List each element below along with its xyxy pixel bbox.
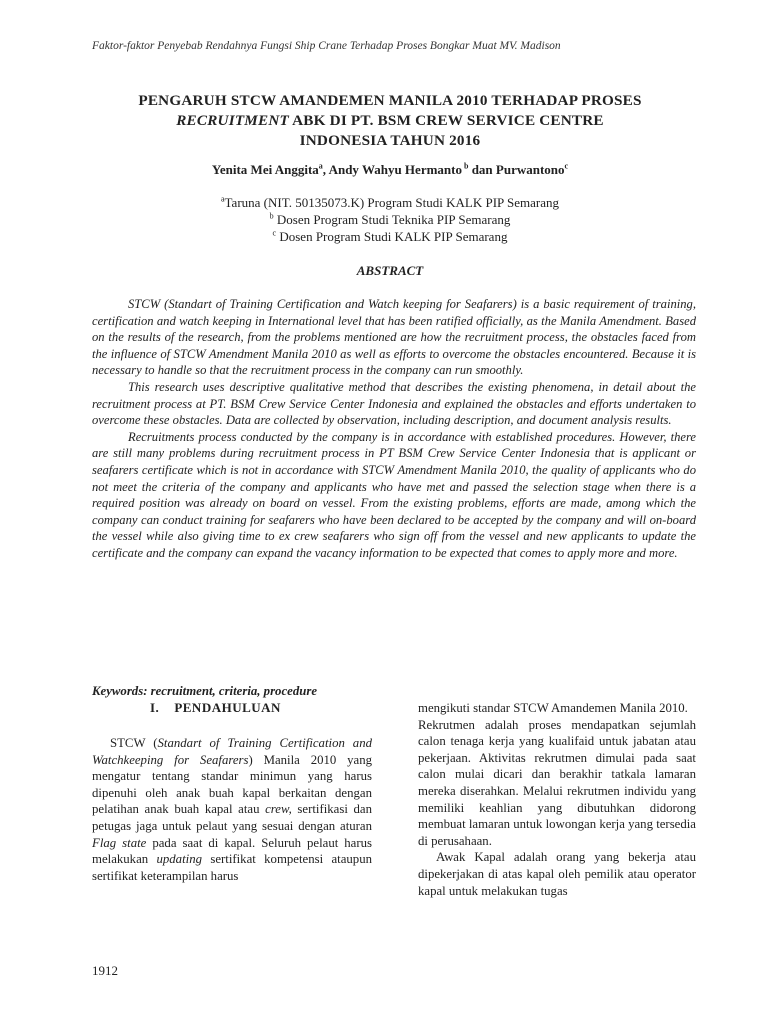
abstract-body (92, 296, 696, 562)
author-3: dan Purwantono (468, 162, 565, 177)
text-run: STCW ( (110, 736, 158, 750)
text-run: sertifikat kompetensi ataupun sertifikat keterampilan harus (92, 852, 372, 883)
right-paragraph-2: Rekrutmen adalah proses mendapatkan sejumlah calon tenaga kerja yang kualifaid untuk jabatan atau pekerjaan. Aktivitas rekrutmen dimulai pada saat calon mulai dicari dan berakhir tatkala lamaran mereka diserahkan. Melalui rekrutmen individu yang memiliki keahlian yang dibutuhkan didorong membuat lamaran untuk lowongan kerja yang tersedia di perusahaan. (418, 717, 696, 848)
section-number: I. (150, 700, 160, 715)
text-run: pada saat di kapal. Seluruh pelaut harus melakukan (92, 835, 373, 867)
right-column (418, 700, 696, 899)
affiliation-a-text: Taruna (NIT. 50135073.K) Program Studi KALK PIP Semarang (224, 195, 560, 210)
affiliation-b-marker: b (269, 211, 274, 221)
left-column (92, 735, 372, 884)
abstract-paragraph: STCW (Standart of Training Certification and Watch keeping for Seafarers) is a basic requirement of training, certification and watch keeping in International level that has been ratified officially, as the Manila Amendment. Based on the results of the research, from the problems mentioned are how the recruitment process, the obstacles faced from the influence of STCW Amendment Manila 2010 as well as efforts to overcome the obstacles encountered. Because it is necessary to handle so that the recruitment process in the company can run smoothly. (92, 297, 696, 378)
author-1: Yenita Mei Anggita (211, 162, 319, 177)
title-line-3: INDONESIA TAHUN 2016 (299, 132, 481, 149)
page-number: 1912 (92, 963, 118, 978)
author-2: , Andy Wahyu Hermanto (322, 162, 462, 177)
abstract-paragraph: Recruitments process conducted by the company is in accordance with established procedures. However, there are still many problems during recruitment process in PT BSM Crew Service Center Indonesia that is applicant or seafarers certificate which is not in accordance with STCW Amendment Manila 2010, the quality of applicants who do not meet the criteria of the company and applicants who have met and passed the selection stage when there is a required position was already on board on vessel. From the existing problems, efforts are made, among which the company can conduct training for seafarers who have been declared to be accepted by the company and will on-board the vessel while also giving time to ex crew seafarers who sign off from the vessel and new applicants to update the certificate and the company can expand the vacancy information to be expected that comes to apply more and more. (92, 429, 696, 560)
text-run: sertifikasi dan petugas jaga untuk pelaut yang sesuai dengan aturan (92, 802, 372, 833)
affiliations (80, 194, 700, 245)
author-list (80, 162, 700, 178)
italic-run: Standart of Training Certification and Watchkeeping for Seafarers (92, 736, 372, 767)
author-1-marker: a (318, 161, 323, 171)
right-paragraph-1: mengikuti standar STCW Amandemen Manila 2010. (418, 701, 688, 715)
right-paragraph-3: Awak Kapal adalah orang yang bekerja atau dipekerjakan di atas kapal oleh pemilik atau operator kapal untuk melakukan tugas (418, 850, 696, 898)
paper-title (80, 91, 700, 151)
affiliation-b (80, 211, 700, 228)
text-run: ) Manila 2010 yang mengatur tentang standar minimun yang harus dipenuhi oleh anak buah kapal berkaitan dengan pelatihan anak buah kapal atau (92, 752, 372, 817)
left-paragraph (92, 735, 372, 884)
affiliation-a (80, 194, 700, 211)
abstract-heading: ABSTRACT (356, 263, 424, 278)
title-line-2 (80, 111, 700, 131)
affiliation-c-text: Dosen Program Studi KALK PIP Semarang (276, 229, 508, 244)
abstract-paragraph: This research uses descriptive qualitative method that describes the existing phenomena, in detail about the recruitment process at PT. BSM Crew Service Center Indonesia and explained the obstacles and efforts undertaken to overcome these obstacles. Data are collected by observation, including description, and document analysis results. (92, 379, 696, 428)
affiliation-c-marker: c (272, 228, 277, 238)
author-3-marker: c (564, 161, 569, 171)
affiliation-b-text: Dosen Program Studi Teknika PIP Semarang (273, 212, 511, 227)
section-title: PENDAHULUAN (174, 700, 281, 715)
italic-run: Flag state (92, 835, 147, 850)
title-italic-word: RECRUITMENT (176, 112, 289, 129)
affiliation-c (80, 228, 700, 245)
title-line-2-rest: ABK DI PT. BSM CREW SERVICE CENTRE (288, 112, 604, 129)
section-heading (150, 700, 281, 716)
affiliation-a-marker: a (220, 194, 225, 204)
author-2-marker: b (461, 161, 469, 171)
italic-run: crew, (265, 802, 292, 817)
running-header: Faktor-faktor Penyebab Rendahnya Fungsi Ship Crane Terhadap Proses Bongkar Muat MV. Madison (92, 40, 561, 52)
italic-run: updating (156, 852, 202, 867)
keywords: Keywords: recruitment, criteria, procedure (92, 684, 317, 698)
title-line-1: PENGARUH STCW AMANDEMEN MANILA 2010 TERHADAP PROSES (138, 92, 642, 109)
